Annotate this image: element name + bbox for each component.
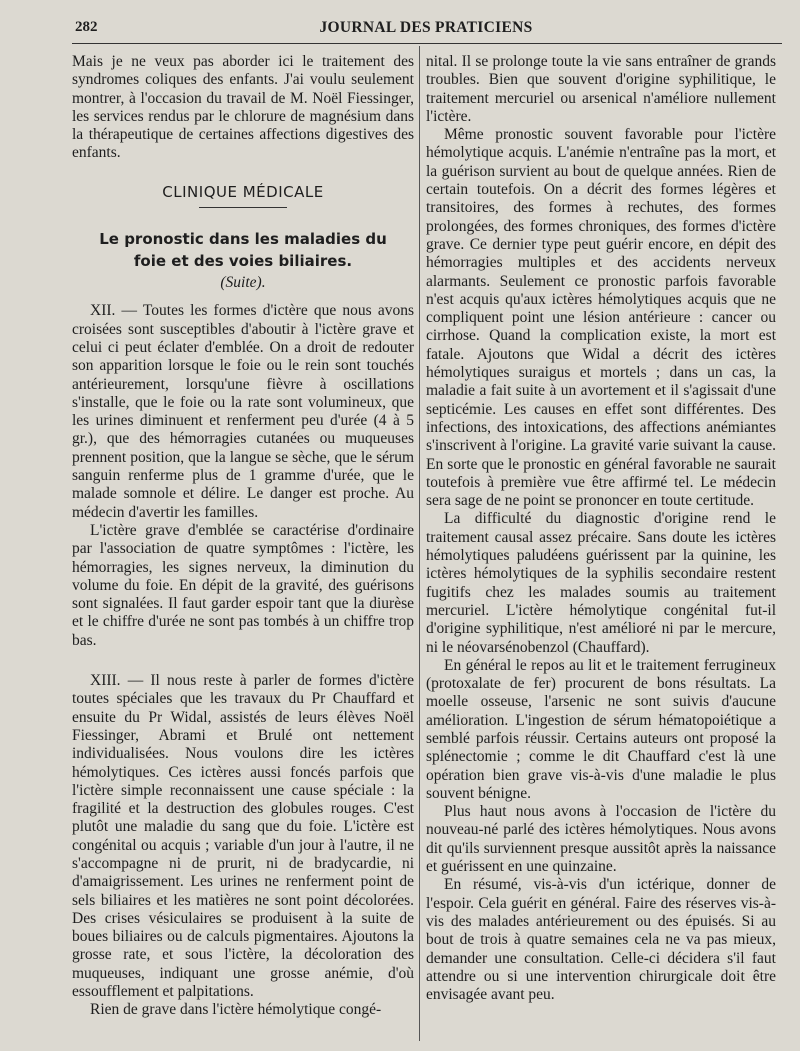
- paragraph-intro: Mais je ne veux pas aborder ici le traitement des syndromes coliques des enfants. J'ai voulu seulement montrer, à l'occasion du travail de M. Noël Fiessinger, les services rendus par le chlorure de magnésium dans la thérapeutique de certaines affections digestives des enfants.: [72, 53, 414, 162]
- paragraph-rien-de-grave: Rien de grave dans l'ictère hémolytique congé-: [90, 1001, 382, 1019]
- article-title: Le pronostic dans les maladies du foie et des voies biliaires.: [99, 230, 387, 271]
- paragraph-ictere-grave: L'ictère grave d'emblée se caractérise d'ordinaire par l'association de quatre symptômes : l'ictère, les hémorragies, les signes nerveux, la diminution du volume du foie. En dépit de la gravité, des guérisons sont signalées. Il faut garder espoir tant que la diurèse et le chiffre d'urée ne sont pas tombés à un chiffre trop bas.: [72, 521, 414, 649]
- header-rule: [72, 43, 782, 44]
- page-number: 282: [75, 19, 98, 35]
- paragraph-plus-haut: Plus haut nous avons à l'occasion de l'ictère du nouveau-né parlé des ictères hémolytiques. Nous avons dit qu'ils surviennent presque aussitôt après la naissance et guérissent en une quinzaine.: [426, 803, 776, 876]
- paragraph-xiii: XIII. — Il nous reste à parler de formes d'ictère toutes spéciales que les travaux du Pr Chauffard et ensuite du Pr Widal, assistés de leurs élèves Noël Fiessinger, Abrami et Brulé ont nettement individualisées. Nous voulons dire les ictères hémolytiques. Ces ictères aussi foncés parfois que l'ictère simple reconnaissent une cause spéciale : la fragilité et la destruction des globules rouges. C'est plutôt une maladie du sang que du foie. L'ictère est congénital ou acquis ; variable d'un jour à l'autre, il ne s'accompagne ni de prurit, ni de bradycardie, ni d'amaigrissement. Les urines ne renferment point de sels biliaires et les matières ne sont point décolorées. Des crises vésiculaires se produisent à la suite de boues biliaires ou de calculs pigmentaires. Ajoutons la grosse rate, et sous l'ictère, la décoloration des muqueuses, indiquant une grosse anémie, d'où essoufflement et palpitations.: [72, 672, 414, 1001]
- paragraph-meme-pronostic: Même pronostic souvent favorable pour l'ictère hémolytique acquis. L'anémie n'entraîne pas la mort, et la guérison survient au bout de quelque années. Rien de certain toutefois. On a décrit des formes légères et transitoires, des formes à rechutes, des formes prolongées, des formes chroniques, des formes d'ictère grave. Ce dernier type peut guérir encore, en dépit des hémorragies multiples et des accidents nerveux alarmants. Seulement ce pronostic parfois favorable n'est acquis qu'aux ictères hémolytiques acquis que ne compliquent point une lésion antérieure : cancer ou cirrhose. Quand la complication existe, la mort est fatale. Ajoutons que Widal a décrit des ictères hémolytiques suraigus et mortels ; dans un cas, la maladie a fait suite à un avortement et il s'agissait d'une septicémie. Les causes en effet sont différentes. Des infections, des intoxications, des affections anémiantes s'inscrivent à l'origine. La gravité varie suivant la cause. En sorte que le pronostic en général favorable ne saurait toutefois à première vue être affirmé tel. Le médecin sera sage de ne point se prononcer en toute certitude.: [426, 126, 776, 510]
- right-column: [426, 53, 776, 1043]
- page-header: [70, 17, 782, 41]
- section-rule: [199, 207, 287, 208]
- section-title: CLINIQUE MÉDICALE: [162, 182, 324, 201]
- paragraph-repos: En général le repos au lit et le traitement ferrugineux (protoxalate de fer) procurent de bons résultats. La moelle osseuse, l'arsenic ne sont suivis d'aucune amélioration. L'ingestion de sérum hématopoiétique a semblé parfois réussir. Certains auteurs ont proposé la splénectomie ; comme le dit Chauffard c'est là une opération bien grave vis-à-vis d'une maladie le plus souvent bénigne.: [426, 656, 776, 802]
- running-title: JOURNAL DES PRATICIENS: [319, 19, 533, 36]
- paragraph-difficulte: La difficulté du diagnostic d'origine rend le traitement causal assez précaire. Sans doute les ictères hémolytiques paludéens guérissent par la quinine, les ictères hémolytiques de la syphilis secondaire restent fugitifs chez les malades soumis au traitement mercuriel. L'ictère hémolytique congénital fut-il d'origine syphilitique, n'est amélioré ni par le mercure, ni le néovarsénobenzol (Chauffard).: [426, 510, 776, 656]
- paragraph-en-resume: En résumé, vis-à-vis d'un ictérique, donner de l'espoir. Cela guérit en général. Faire des réserves vis-à-vis des malades antérieurement ou des épuisés. Si au bout de trois à quatre semaines cela ne va pas mieux, demander une consultation. Celle-ci décidera s'il faut attendre ou si une intervention chirurgicale doit être envisagée avant peu.: [426, 876, 776, 1004]
- paragraph-xii: XII. — Toutes les formes d'ictère que nous avons croisées sont susceptibles d'aboutir à l'ictère grave et celui ci peut éclater d'emblée. On a droit de redouter son apparition lorsque le foie ou le rein sont touchés antérieurement, lorsqu'une fièvre à oscillations s'installe, que le foie ou la rate sont volumineux, que les urines diminuent et renferment peu d'urée (4 à 5 gr.), que des hémorragies cutanées ou muqueuses prennent position, que la langue se sèche, que le sérum sanguin renferme plus de 1 gramme d'urée, que le malade somnole et délire. Le danger est proche. Au médecin d'avertir les familles.: [72, 302, 414, 521]
- left-column: [72, 53, 414, 1043]
- paragraph-congenital: nital. Il se prolonge toute la vie sans entraîner de grands troubles. Bien que souvent d'origine syphilitique, le traitement mercuriel ou arsenical n'améliore nullement l'ictère.: [426, 53, 776, 125]
- column-divider: [419, 46, 420, 1041]
- article-subtitle: (Suite).: [220, 274, 266, 292]
